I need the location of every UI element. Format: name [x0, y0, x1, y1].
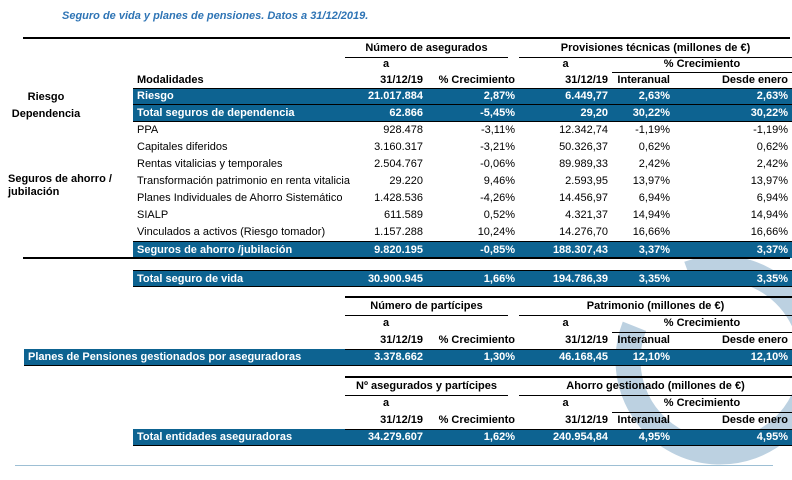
side-label-ahorro: Seguros de ahorro / jubilación — [8, 173, 112, 198]
spacer-cell — [24, 332, 345, 350]
side-label-dependencia: Dependencia — [11, 108, 81, 120]
cell-value: 3.378.662 — [374, 351, 423, 363]
table-row — [133, 105, 792, 122]
subheader-a-row — [133, 57, 792, 72]
header-a: a — [562, 397, 569, 409]
cell-value: 3,37% — [756, 244, 788, 256]
cell-value: 9,46% — [483, 175, 515, 187]
row-label: Vinculados a activos (Riesgo tomador) — [137, 226, 326, 238]
cell-value: 0,62% — [756, 141, 788, 153]
table-row — [133, 139, 792, 156]
cell-value: 12,10% — [750, 351, 788, 363]
header-date: 31/12/19 — [345, 332, 427, 350]
row-label: Capitales diferidos — [137, 141, 228, 153]
cell-value: 2,42% — [638, 158, 670, 170]
cell-value: 62.866 — [389, 107, 423, 119]
header-interanual: Interanual — [612, 412, 674, 430]
group-header-ahorro-gestionado: Ahorro gestionado (millones de €) — [519, 378, 792, 396]
header-a: a — [382, 58, 390, 70]
cell-value: 14,94% — [632, 209, 670, 221]
cell-value: 21.017.884 — [367, 90, 423, 102]
cell-value: 34.279.607 — [367, 431, 423, 443]
table-row — [133, 122, 792, 139]
row-label: SIALP — [137, 209, 169, 221]
row-label: Planes Individuales de Ahorro Sistemático — [137, 192, 343, 204]
group-header-asegurados-participes: Nº asegurados y partícipes — [345, 378, 508, 396]
cell-value: -3,21% — [480, 141, 515, 153]
cell-value: 0,52% — [483, 209, 515, 221]
total-vida-row-block — [133, 270, 792, 287]
cell-value: 3,35% — [756, 273, 788, 285]
cell-value: 89.989,33 — [559, 158, 608, 170]
table-row — [133, 190, 792, 207]
header-desde-enero: Desde enero — [674, 72, 792, 89]
cell-value: 30.900.945 — [367, 273, 423, 285]
cell-value: 4.321,37 — [565, 209, 608, 221]
cell-value: -3,11% — [480, 124, 515, 136]
cell-value: 13,97% — [750, 175, 788, 187]
cell-value: 29,20 — [580, 107, 608, 119]
cell-value: -0,06% — [480, 158, 515, 170]
column-header-row — [24, 332, 792, 349]
row-label: Seguros de ahorro /jubilación — [137, 244, 293, 256]
pensiones-top-rule — [345, 296, 792, 298]
cell-value: -5,45% — [480, 107, 515, 119]
header-a: a — [382, 397, 390, 409]
table-row — [133, 88, 792, 105]
cell-value: 14.456,97 — [559, 192, 608, 204]
header-interanual: Interanual — [612, 72, 674, 89]
cell-value: 3.160.317 — [374, 141, 423, 153]
cell-value: 188.307,43 — [552, 244, 608, 256]
group-header-row — [133, 378, 792, 395]
cell-value: 1,30% — [483, 351, 515, 363]
cell-value: 240.954,84 — [552, 431, 608, 443]
table-row — [133, 241, 792, 258]
row-label: Total entidades aseguradoras — [137, 431, 293, 443]
cell-value: 6.449,77 — [565, 90, 608, 102]
table-row — [133, 224, 792, 241]
group-header-provisiones: Provisiones técnicas (millones de €) — [519, 39, 792, 58]
cell-value: 29.220 — [389, 175, 423, 187]
table-row — [133, 207, 792, 224]
group-header-patrimonio: Patrimonio (millones de €) — [519, 298, 792, 316]
table-row — [133, 156, 792, 173]
row-label: Riesgo — [137, 90, 174, 102]
cell-value: 3,35% — [638, 273, 670, 285]
cell-value: -1,19% — [753, 124, 788, 136]
cell-value: 2,42% — [756, 158, 788, 170]
header-a: a — [382, 317, 390, 329]
cell-value: 9.820.195 — [374, 244, 423, 256]
cell-value: 16,66% — [632, 226, 670, 238]
table-row — [133, 173, 792, 190]
cell-value: 12.342,74 — [559, 124, 608, 136]
header-growth-group: % Crecimiento — [612, 315, 792, 333]
footer-rule-line — [15, 465, 773, 466]
column-header-row — [133, 72, 792, 88]
cell-value: 4,95% — [756, 431, 788, 443]
cell-value: -0,85% — [480, 244, 515, 256]
total-top-rule — [345, 376, 792, 378]
header-date: 31/12/19 — [519, 332, 612, 350]
cell-value: 2,87% — [483, 90, 515, 102]
total-entidades-table — [133, 378, 792, 446]
row-label: Transformación patrimonio en renta vitalicia — [137, 175, 350, 187]
row-label: Total seguros de dependencia — [137, 107, 295, 119]
cell-value: 1,66% — [483, 273, 515, 285]
cell-value: 194.786,39 — [552, 273, 608, 285]
group-header-asegurados: Número de asegurados — [345, 39, 508, 58]
cell-value: 30,22% — [750, 107, 788, 119]
cell-value: 3,37% — [638, 244, 670, 256]
cell-value: 10,24% — [477, 226, 515, 238]
header-growth-group: % Crecimiento — [612, 395, 792, 413]
header-growth: % Crecimiento — [427, 72, 519, 89]
header-desde-enero: Desde enero — [674, 332, 792, 350]
cell-value: 2,63% — [638, 90, 670, 102]
header-a: a — [562, 317, 569, 329]
header-modalidades: Modalidades — [133, 72, 345, 89]
cell-value: 2,63% — [756, 90, 788, 102]
header-growth: % Crecimiento — [427, 332, 519, 350]
cell-value: 50.326,37 — [559, 141, 608, 153]
group-header-row — [24, 298, 792, 315]
cell-value: 2.593,95 — [565, 175, 608, 187]
header-interanual: Interanual — [612, 332, 674, 350]
spacer-cell — [133, 412, 345, 430]
header-growth-group: % Crecimiento — [612, 57, 792, 73]
header-a: a — [562, 58, 569, 70]
cell-value: 13,97% — [632, 175, 670, 187]
cell-value: 14.276,70 — [559, 226, 608, 238]
header-date: 31/12/19 — [345, 412, 427, 430]
column-header-row — [133, 412, 792, 429]
group-header-participes: Número de partícipes — [345, 298, 508, 316]
top-rule-line — [23, 37, 790, 39]
cell-value: 12,10% — [632, 351, 670, 363]
side-label-riesgo: Riesgo — [27, 91, 65, 103]
cell-value: 1.157.288 — [374, 226, 423, 238]
row-label: Rentas vitalicias y temporales — [137, 158, 283, 170]
row-label: Total seguro de vida — [137, 273, 244, 285]
table-row — [133, 429, 792, 446]
cell-value: 1.428.536 — [374, 192, 423, 204]
cell-value: 0,62% — [638, 141, 670, 153]
row-label: Planes de Pensiones gestionados por aseguradoras — [28, 351, 302, 363]
cell-value: -4,26% — [480, 192, 515, 204]
pensiones-table — [24, 298, 792, 366]
cell-value: 4,95% — [638, 431, 670, 443]
cell-value: 611.589 — [384, 209, 423, 221]
table-row — [24, 349, 792, 366]
vida-table — [133, 39, 792, 258]
subheader-a-row — [24, 315, 792, 332]
cell-value: -1,19% — [635, 124, 670, 136]
cell-value: 14,94% — [750, 209, 788, 221]
header-date: 31/12/19 — [345, 72, 427, 89]
group-header-row — [133, 39, 792, 57]
table-row — [133, 270, 792, 287]
cell-value: 1,62% — [483, 431, 515, 443]
cell-value: 16,66% — [750, 226, 788, 238]
cell-value: 928.478 — [383, 124, 423, 136]
page-title: Seguro de vida y planes de pensiones. Datos a 31/12/2019. — [62, 10, 369, 22]
cell-value: 2.504.767 — [374, 158, 423, 170]
header-date: 31/12/19 — [519, 72, 612, 89]
mid-rule-line — [23, 257, 790, 259]
subheader-a-row — [133, 395, 792, 412]
row-label: PPA — [137, 124, 159, 136]
header-desde-enero: Desde enero — [674, 412, 792, 430]
header-growth: % Crecimiento — [427, 412, 519, 430]
header-date: 31/12/19 — [519, 412, 612, 430]
cell-value: 30,22% — [632, 107, 670, 119]
cell-value: 46.168,45 — [559, 351, 608, 363]
cell-value: 6,94% — [756, 192, 788, 204]
cell-value: 6,94% — [638, 192, 670, 204]
